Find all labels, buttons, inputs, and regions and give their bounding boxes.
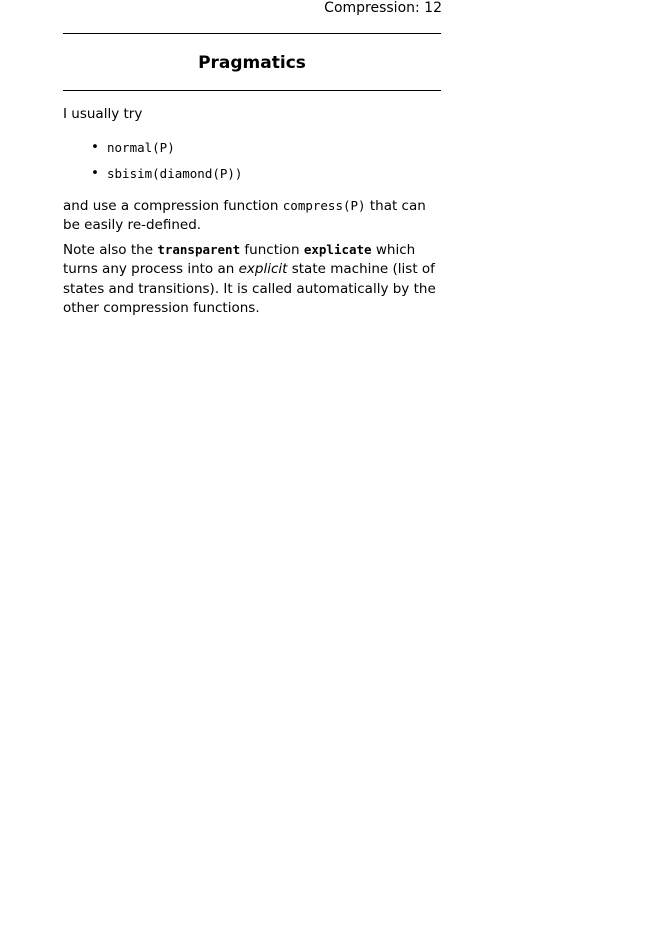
list-item: [91, 164, 441, 184]
paragraph-text: and use a compression function: [63, 197, 283, 214]
paragraph-text: function: [240, 241, 304, 258]
bullet-icon: •: [91, 164, 99, 181]
paragraph-explicate: [63, 240, 441, 319]
title-rule-bottom: [63, 90, 441, 91]
list-item: [91, 138, 441, 158]
bullet-list: [63, 138, 441, 184]
code-sbisim: sbisim(diamond(P)): [107, 165, 243, 181]
code-compress: compress(P): [282, 197, 366, 213]
emphasis-explicit: explicit: [238, 261, 288, 277]
paragraph-text: Note also the: [63, 241, 158, 258]
running-head: Compression: 12: [324, 0, 442, 16]
bullet-icon: •: [91, 138, 99, 155]
paragraph-text: state machine (list of states and transitions). It is called automatically by the other compression functions.: [63, 261, 436, 316]
title-rule-top: [63, 33, 441, 34]
code-explicate: explicate: [303, 241, 372, 257]
code-normal: normal(P): [107, 139, 175, 155]
page-title: Pragmatics: [198, 53, 306, 73]
paragraph-compress: [63, 196, 441, 236]
code-transparent: transparent: [157, 241, 241, 257]
intro-text: I usually try: [63, 106, 143, 122]
slide-body: [63, 105, 441, 319]
paragraph-text: that can be easily re-defined.: [63, 197, 426, 233]
paragraph-text: which turns any process into an: [63, 241, 416, 277]
